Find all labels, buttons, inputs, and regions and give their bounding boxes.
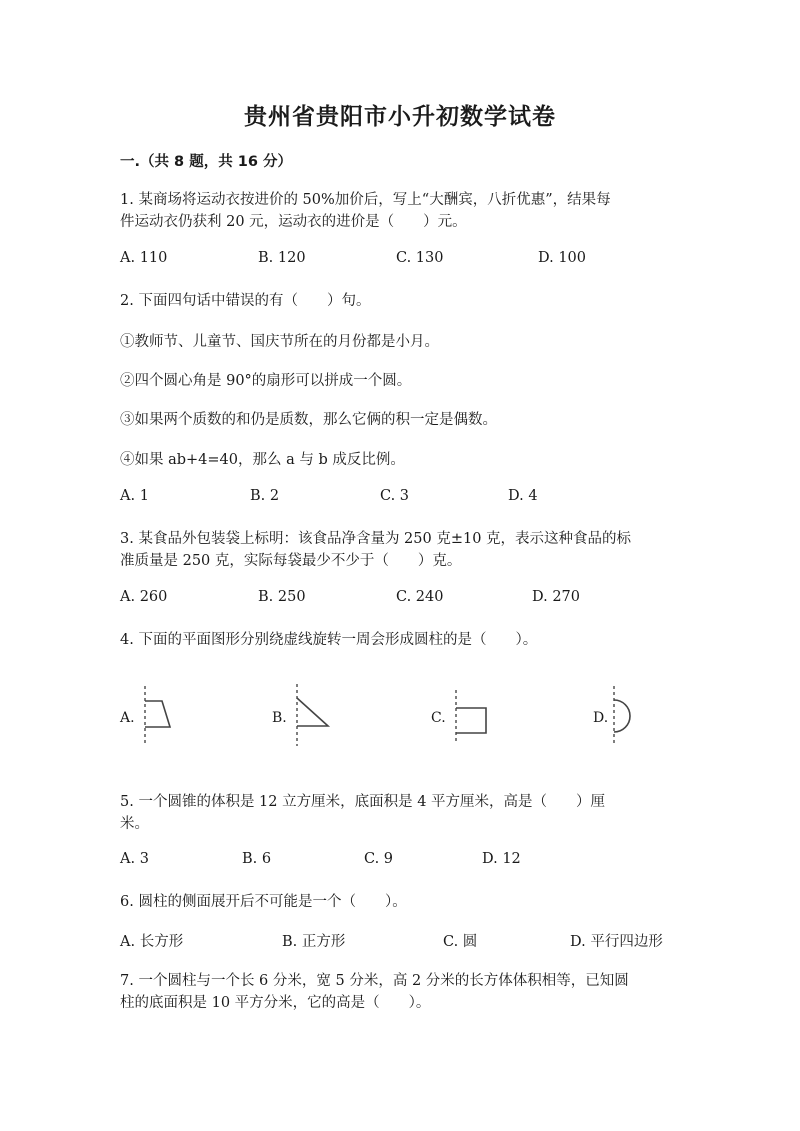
q1-line-2: 件运动衣仍获利 20 元，运动衣的进价是（ ）元。	[120, 214, 467, 230]
q4-label-b: B.	[272, 710, 287, 726]
q4-figure-c-rectangle	[448, 688, 492, 746]
q5-option-c: C. 9	[364, 851, 394, 867]
section-heading: 一.（共 8 题，共 16 分）	[120, 154, 292, 170]
q3-line-2: 准质量是 250 克，实际每袋最少不少于（ ）克。	[120, 553, 462, 569]
q5-line-2: 米。	[120, 816, 149, 832]
q6-option-c: C. 圆	[443, 934, 478, 950]
page-title: 贵州省贵阳市小升初数学试卷	[244, 104, 556, 130]
q3-option-c: C. 240	[396, 589, 444, 605]
q5-option-b: B. 6	[242, 851, 272, 867]
q4-label-d: D.	[593, 710, 609, 726]
q6-option-a: A. 长方形	[120, 934, 184, 950]
q2-option-a: A. 1	[120, 488, 149, 504]
q1-option-b: B. 120	[258, 250, 306, 266]
q4-figure-a-trapezoid	[136, 684, 180, 746]
q6-stem: 6. 圆柱的侧面展开后不可能是一个（ ）。	[120, 894, 407, 910]
q4-figure-d-semicircle	[606, 684, 646, 746]
q2-stem: 2. 下面四句话中错误的有（ ）句。	[120, 293, 371, 309]
q3-line-1: 3. 某食品外包装袋上标明：该食品净含量为 250 克±10 克，表示这种食品的标	[120, 531, 632, 547]
q2-statement-2: ②四个圆心角是 90°的扇形可以拼成一个圆。	[120, 373, 412, 389]
q1-option-a: A. 110	[120, 250, 168, 266]
q2-option-b: B. 2	[250, 488, 280, 504]
q2-statement-3: ③如果两个质数的和仍是质数，那么它俩的积一定是偶数。	[120, 412, 497, 428]
q6-option-d: D. 平行四边形	[570, 934, 663, 950]
q1-line-1: 1. 某商场将运动衣按进价的 50%加价后，写上“大酬宾，八折优惠”，结果每	[120, 192, 611, 208]
q4-stem: 4. 下面的平面图形分别绕虚线旋转一周会形成圆柱的是（ ）。	[120, 632, 538, 648]
q5-option-d: D. 12	[482, 851, 521, 867]
q7-line-1: 7. 一个圆柱与一个长 6 分米，宽 5 分米，高 2 分米的长方体体积相等，已知圆	[120, 973, 629, 989]
q4-label-c: C.	[431, 710, 446, 726]
q3-option-a: A. 260	[120, 589, 168, 605]
q4-figure-b-triangle	[288, 682, 332, 748]
q5-line-1: 5. 一个圆锥的体积是 12 立方厘米，底面积是 4 平方厘米，高是（ ）厘	[120, 794, 606, 810]
q6-option-b: B. 正方形	[282, 934, 346, 950]
q2-statement-4: ④如果 ab+4=40，那么 a 与 b 成反比例。	[120, 452, 405, 468]
q7-line-2: 柱的底面积是 10 平方分米，它的高是（ ）。	[120, 995, 431, 1011]
q5-option-a: A. 3	[120, 851, 149, 867]
q2-statement-1: ①教师节、儿童节、国庆节所在的月份都是小月。	[120, 334, 439, 350]
q1-option-d: D. 100	[538, 250, 587, 266]
q3-option-d: D. 270	[532, 589, 581, 605]
q2-option-d: D. 4	[508, 488, 538, 504]
q4-label-a: A.	[120, 710, 135, 726]
q2-option-c: C. 3	[380, 488, 410, 504]
q1-option-c: C. 130	[396, 250, 444, 266]
q3-option-b: B. 250	[258, 589, 306, 605]
